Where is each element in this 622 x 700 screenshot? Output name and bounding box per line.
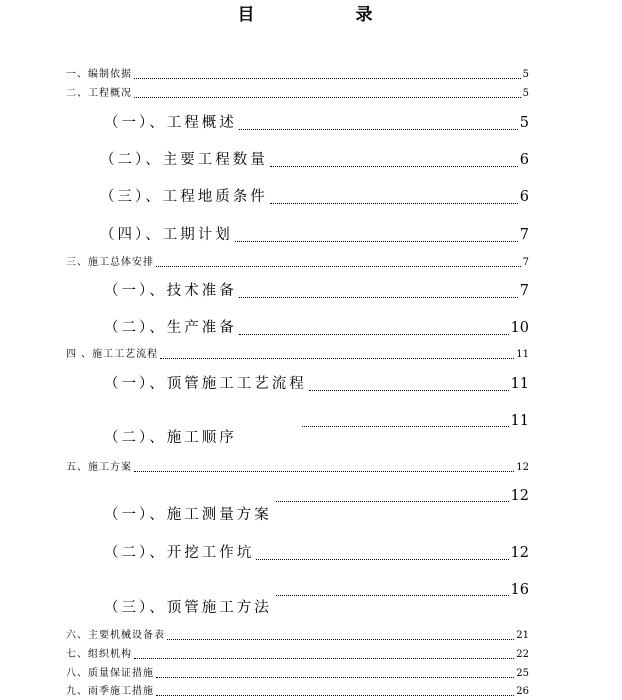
toc-entry-text: 八、质量保证措施 xyxy=(66,668,154,679)
toc-entry-text: 一、编制依据 xyxy=(66,69,132,80)
toc-entry[interactable] xyxy=(66,667,529,681)
dot-leader xyxy=(256,559,508,560)
toc-entry-leader[interactable] xyxy=(276,580,529,600)
toc-entry[interactable] xyxy=(66,648,529,662)
dot-leader xyxy=(134,97,521,98)
dot-leader xyxy=(239,297,518,298)
toc-entry-text: （一）、技术准备 xyxy=(104,283,237,299)
toc-entry-text: （二）、生产准备 xyxy=(104,320,237,336)
dot-leader xyxy=(235,241,518,242)
toc-entry-page: 7 xyxy=(519,227,529,243)
toc-entry[interactable] xyxy=(66,87,529,101)
dot-leader xyxy=(134,78,521,79)
toc-entry-page: 7 xyxy=(519,283,529,299)
toc-entry-page: 5 xyxy=(522,88,529,99)
toc-entry-page: 11 xyxy=(510,376,529,392)
toc-entry-text: 七、组织机构 xyxy=(66,649,132,660)
toc-entry-page: 26 xyxy=(516,686,529,697)
dot-leader xyxy=(160,358,514,359)
toc-entry[interactable] xyxy=(104,281,529,301)
toc-entry-text: 四 、施工工艺流程 xyxy=(66,349,159,360)
dot-leader xyxy=(134,471,514,472)
toc-entry-page: 5 xyxy=(522,69,529,80)
toc-entry[interactable] xyxy=(66,685,529,699)
toc-entry[interactable] xyxy=(66,629,529,643)
toc-entry-text: 六、主要机械设备表 xyxy=(66,630,165,641)
toc-entry-text: 五、施工方案 xyxy=(66,462,132,473)
toc-entry[interactable] xyxy=(66,348,529,362)
toc-entry-text: （四）、工期计划 xyxy=(100,227,233,243)
toc-entry-page: 21 xyxy=(516,630,529,641)
toc-entry-page: 11 xyxy=(510,413,529,429)
dot-leader xyxy=(309,390,509,391)
toc-entry-text[interactable]: （二）、施工顺序 xyxy=(104,430,237,446)
dot-leader xyxy=(156,695,514,696)
toc-entry-page: 5 xyxy=(519,115,529,131)
toc-entry[interactable] xyxy=(66,68,529,82)
toc-entry-page: 16 xyxy=(510,582,529,598)
dot-leader xyxy=(167,639,514,640)
toc-entry-page: 12 xyxy=(510,545,529,561)
toc-entry-text[interactable]: （一）、施工测量方案 xyxy=(104,507,272,523)
dot-leader xyxy=(239,334,509,335)
toc-entry-text: 三、施工总体安排 xyxy=(66,257,154,268)
toc-entry[interactable] xyxy=(104,318,529,338)
toc-entry[interactable] xyxy=(100,187,529,207)
dot-leader xyxy=(134,658,514,659)
toc-entry-page: 6 xyxy=(519,189,529,205)
page-title: 目 录 xyxy=(237,5,415,25)
toc-entry-text: （一）、工程概述 xyxy=(104,115,237,131)
dot-leader xyxy=(270,166,518,167)
dot-leader xyxy=(302,426,509,427)
toc-entry[interactable] xyxy=(100,225,529,245)
toc-entry[interactable] xyxy=(66,256,529,270)
toc-entry-page: 6 xyxy=(519,152,529,168)
toc-entry[interactable] xyxy=(100,150,529,170)
toc-entry[interactable] xyxy=(104,113,529,133)
toc-entry-page: 10 xyxy=(510,320,529,336)
toc-entry-page: 11 xyxy=(516,349,529,360)
toc-entry-text: （一）、顶管施工工艺流程 xyxy=(104,376,307,392)
toc-entry-page: 7 xyxy=(522,257,529,268)
toc-entry-page: 12 xyxy=(516,462,529,473)
toc-entry-text: （三）、工程地质条件 xyxy=(100,189,268,205)
toc-entry-leader[interactable] xyxy=(302,411,529,431)
dot-leader xyxy=(156,677,514,678)
toc-entry-text: 九、雨季施工措施 xyxy=(66,686,154,697)
toc-entry-text[interactable]: （三）、顶管施工方法 xyxy=(104,600,272,616)
dot-leader xyxy=(276,595,509,596)
toc-entry-leader[interactable] xyxy=(276,486,529,506)
toc-entry-page: 22 xyxy=(516,649,529,660)
toc-entry[interactable] xyxy=(66,461,529,475)
dot-leader xyxy=(276,501,509,502)
dot-leader xyxy=(156,266,521,267)
toc-entry-text: 二、工程概况 xyxy=(66,88,132,99)
dot-leader xyxy=(270,203,518,204)
toc-entry-text: （二）、主要工程数量 xyxy=(100,152,268,168)
toc-entry-page: 12 xyxy=(510,488,529,504)
toc-entry-text: （二）、开挖工作坑 xyxy=(104,545,255,561)
toc-entry[interactable] xyxy=(104,543,529,563)
dot-leader xyxy=(239,129,518,130)
toc-entry[interactable] xyxy=(104,374,529,394)
toc-entry-page: 25 xyxy=(516,668,529,679)
